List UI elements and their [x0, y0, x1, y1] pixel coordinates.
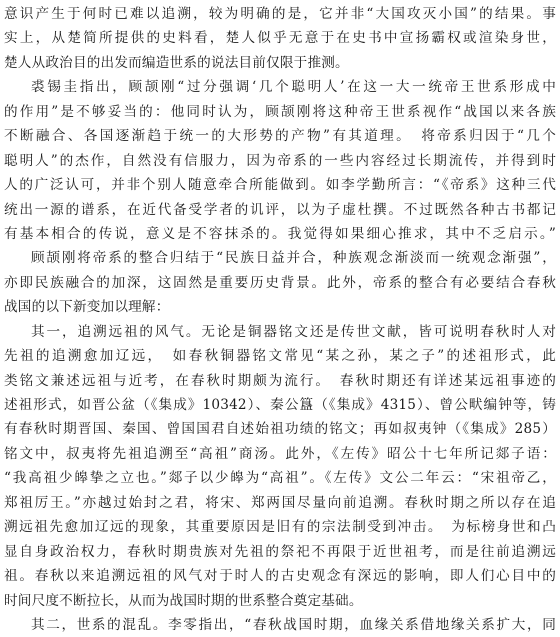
text-line: 其一，追溯远祖的风气。无论是铜器铭文还是传世文献，皆可说明春秋时人对	[31, 323, 556, 340]
text-line: 亦即民族融合的加深，这固然是重要历史背景。此外，帝系的整合有必要结合春秋	[4, 274, 556, 291]
text-line: 有春秋时期晋国、秦国、曾国国君自述始祖功绩的铭文；再如叔夷钟（《集成》285）	[4, 421, 556, 438]
text-line: 显自身政治权力，春秋时期贵族对先祖的祭祀不再限于近世祖考，而是往前追溯远	[4, 543, 556, 560]
text-line: 有基本相合的传说，意义是不容抹杀的。我觉得如果细心推求，其中不乏启示。”	[4, 225, 556, 242]
text-line: 顾颉刚将帝系的整合归结于“民族日益并合，种族观念渐淡而一统观念渐强”，	[31, 250, 556, 267]
text-line: 类铭文兼述远祖与近考，在春秋时期颇为流行。 春秋时期还有详述某远祖事迹的	[4, 372, 556, 389]
text-line: 意识产生于何时已难以追溯，较为明确的是，它并非“大国攻灭小国”的结果。事	[4, 6, 556, 22]
text-line: 聪明人”的杰作，自然没有信服力，因为帝系的一些内容经过长期流传，并得到时	[4, 152, 556, 169]
paragraph-p2	[4, 75, 556, 246]
text-line: 统出一源的谱系，在近代备受学者的讥评，以为子虚杜撰。不过既然各种古书都记	[4, 201, 556, 218]
text-line: 战国的以下新变加以理解：	[4, 299, 170, 316]
text-line: 郑祖厉王。”亦越过始封之君，将宋、郑两国尽量向前追溯。春秋时期之所以存在追	[4, 494, 556, 511]
text-line: 铭文中，叔夷将先祖追溯至“高祖”商汤。此外，《左传》昭公十七年所记郯子语：	[4, 445, 556, 462]
paragraph-p4	[4, 320, 556, 613]
text-line: 楚人从政治目的出发而编造世系的说法目前仅限于推测。	[4, 54, 349, 71]
text-line: 祖。春秋以来追溯远祖的风气对于时人的古史观念有深远的影响，即人们心目中的	[4, 568, 556, 585]
text-line: 裘锡圭指出，顾颉刚“过分强调‘几个聪明人’在这一大一统帝王世系形成中	[31, 79, 556, 96]
text-line: 先祖的追溯愈加辽远， 如春秋铜器铭文常见“某之孙，某之子”的述祖形式，此	[4, 348, 556, 365]
text-line: 实上，从楚简所提供的史料看，楚人似乎无意于在史书中宣扬霸权或渲染身世，	[4, 30, 556, 47]
paragraph-p5	[4, 613, 556, 637]
text-line: 不断融合、各国逐渐趋于统一的大形势的产物”有其道理。 将帝系归因于“几个	[4, 128, 556, 145]
text-line: 时间尺度不断拉长，从而为战国时期的世系整合奠定基础。	[4, 592, 363, 609]
text-line: 的作用”是不够妥当的：他同时认为，顾颉刚将这种帝王世系视作“战国以来各族	[4, 103, 556, 120]
paragraph-p3	[4, 246, 556, 319]
text-line: 人的广泛认可，并非个别人随意牵合所能做到。如李学勤所言：“《帝系》这种三代	[4, 177, 556, 194]
text-line: 述祖形式，如晋公盆（《集成》10342）、秦公簋（《集成》4315）、曾公畎编钟等，铸	[4, 397, 556, 413]
text-line: 溯远祖先愈加辽远的现象，其重要原因是旧有的宗法制受到冲击。 为标榜身世和凸	[4, 519, 556, 536]
paragraph-p1	[4, 2, 556, 75]
text-line: “我高祖少皞挚之立也。”郯子以少皞为“高祖”。《左传》文公二年云：“宋祖帝乙，	[4, 470, 556, 487]
text-line: 其二，世系的混乱。李零指出，“春秋战国时期，血缘关系借地缘关系扩大，同	[31, 616, 556, 633]
